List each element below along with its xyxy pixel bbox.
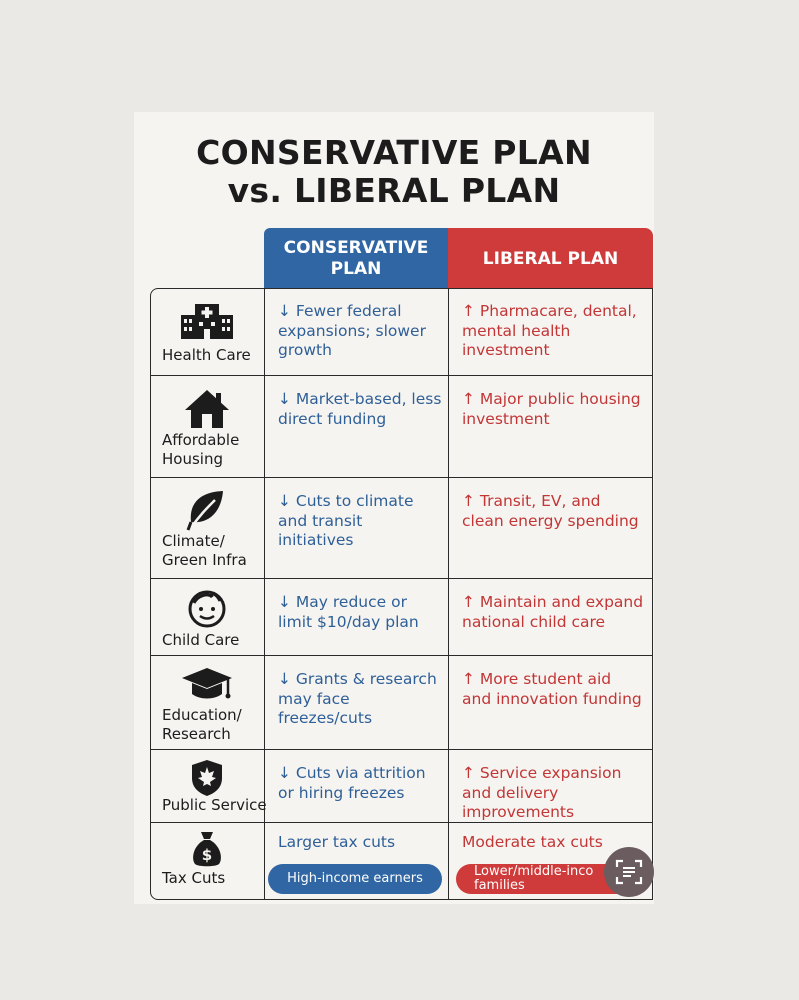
title-line-2: vs. LIBERAL PLAN xyxy=(227,171,561,210)
category-label: Public Service xyxy=(162,796,267,814)
conservative-cell: ↓ Cuts to climate and transit initiatives xyxy=(278,492,414,549)
liberal-cell: ↑ Maintain and expand national child care xyxy=(462,593,644,631)
category-cell xyxy=(150,823,264,900)
conservative-cell: ↓ Market-based, less direct funding xyxy=(278,390,442,428)
category-label: Tax Cuts xyxy=(162,869,226,887)
table-row-health-care xyxy=(150,288,653,375)
conservative-cell: ↓ Grants & research may face freezes/cuts xyxy=(278,670,437,727)
svg-text:$: $ xyxy=(201,846,213,864)
category-cell xyxy=(150,750,267,822)
scan-text-icon xyxy=(615,858,643,886)
category-label: Child Care xyxy=(162,631,240,649)
category-cell xyxy=(150,579,264,655)
title-line-1: CONSERVATIVE PLAN xyxy=(196,133,592,172)
liberal-tag-text: Lower/middle-inco families xyxy=(474,864,594,893)
conservative-cell: Larger tax cuts xyxy=(278,833,396,851)
liberal-cell: ↑ Service expansion and delivery improvements xyxy=(462,764,622,821)
comparison-card xyxy=(134,112,654,904)
liberal-cell: Moderate tax cuts xyxy=(462,833,603,851)
category-label: Education/ Research xyxy=(162,706,242,743)
conservative-column-header: CONSERVATIVE PLAN xyxy=(264,228,448,288)
liberal-cell: ↑ More student aid and innovation funding xyxy=(462,670,642,708)
category-label: Climate/ Green Infra xyxy=(162,532,247,569)
table-row-public-service xyxy=(150,749,653,822)
conservative-cell: ↓ Cuts via attrition or hiring freezes xyxy=(278,764,426,802)
leaf-icon xyxy=(150,488,264,532)
category-cell xyxy=(150,478,264,578)
table-row-child-care xyxy=(150,578,653,655)
liberal-column-header: LIBERAL PLAN xyxy=(448,228,653,288)
category-label: Affordable Housing xyxy=(162,431,240,468)
conservative-cell: ↓ May reduce or limit $10/day plan xyxy=(278,593,419,631)
scan-text-button[interactable] xyxy=(604,847,654,897)
category-cell xyxy=(150,376,264,477)
liberal-cell: ↑ Transit, EV, and clean energy spending xyxy=(462,492,639,530)
hospital-icon xyxy=(150,301,264,341)
liberal-cell: ↑ Pharmacare, dental, mental health investment xyxy=(462,302,637,359)
category-cell xyxy=(150,288,264,375)
conservative-tag: High-income earners xyxy=(268,864,442,894)
table-row-education xyxy=(150,655,653,749)
child-face-icon xyxy=(150,587,264,629)
page-title xyxy=(134,134,654,210)
house-icon xyxy=(150,388,264,430)
table-row-affordable-housing xyxy=(150,375,653,477)
money-bag-icon xyxy=(150,829,264,869)
category-label: Health Care xyxy=(162,346,251,364)
table-row-climate xyxy=(150,477,653,578)
maple-leaf-shield-icon xyxy=(150,758,264,798)
liberal-cell: ↑ Major public housing investment xyxy=(462,390,641,428)
graduation-cap-icon xyxy=(150,666,264,702)
conservative-cell: ↓ Fewer federal expansions; slower growth xyxy=(278,302,426,359)
category-cell xyxy=(150,656,264,749)
